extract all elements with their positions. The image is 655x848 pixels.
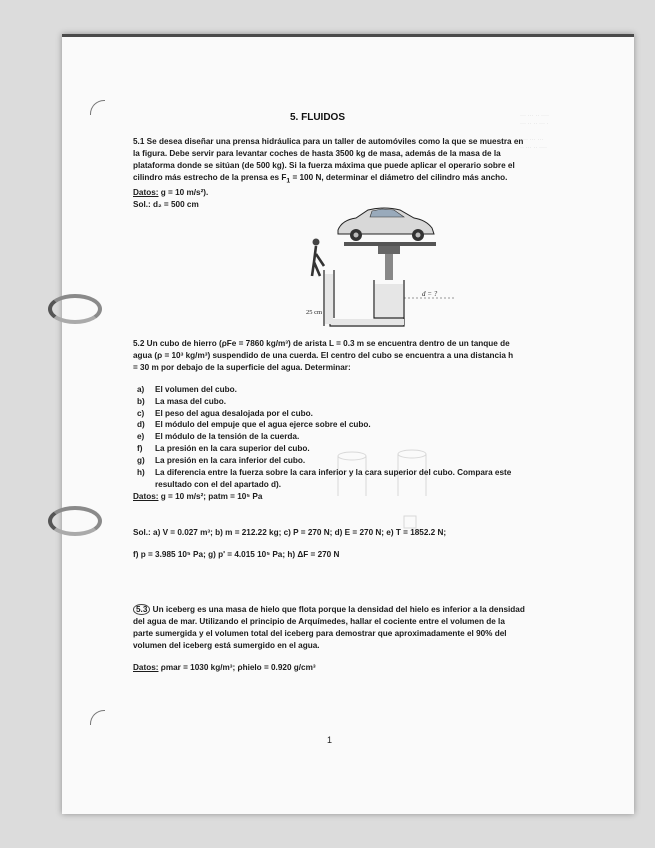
problem-text: Se desea diseñar una prensa hidráulica para un taller de automóviles como la que se muestra en la figura. Debe servir para levantar coches de hasta 3500 kg de masa, además de la masa de la plataforma donde se sitúan (de 500 kg). Si la fuerza máxima que puede aplicar el operario sobre el cilindro más estrecho de la prensa es F <box>133 137 524 182</box>
bleed-through-figure <box>332 446 442 536</box>
problem-text-line: parte sumergida y el volumen total del iceberg para demostrar que aproximadamente el 90% del <box>133 628 507 638</box>
question-list <box>133 384 525 491</box>
solution-line: f) p = 3.985 10⁵ Pa; g) p' = 4.015 10⁵ Pa; h) ΔF = 270 N <box>133 549 340 559</box>
label-d: d = ? <box>422 290 438 298</box>
datos-values: g = 10 m/s²; patm = 10⁵ Pa <box>158 491 263 501</box>
list-item: f) La presión en la cara superior del cubo. <box>137 444 310 454</box>
page-number: 1 <box>327 735 333 745</box>
problem-5-3 <box>133 604 531 674</box>
datos-values: g = 10 m/s²). <box>158 188 209 198</box>
problem-text-line: = 30 m por debajo de la superficie del agua. Determinar: <box>133 362 351 372</box>
problem-text-line: volumen del iceberg está sumergido en el agua. <box>133 640 320 650</box>
car-icon <box>338 208 434 241</box>
top-edge <box>62 34 634 37</box>
list-item: e) El módulo de la tensión de la cuerda. <box>137 432 300 442</box>
problem-text-line: Un cubo de hierro (ρFe = 7860 kg/m³) de arista L = 0.3 m se encuentra dentro de un tanque de <box>146 339 510 348</box>
problem-text-line: del agua de mar. Utilizando el principio de Arquímedes, hallar el cociente entre el volumen de la <box>133 616 505 626</box>
large-piston-head <box>378 246 400 254</box>
list-item: d) El módulo del empuje que el agua ejerce sobre el cubo. <box>137 420 371 430</box>
solution-line: Sol.: a) V = 0.027 m³; b) m = 212.22 kg; c) P = 270 N; d) E = 270 N; e) T = 1852.2 N; <box>133 527 447 537</box>
corner-mark <box>90 100 105 115</box>
solution: Sol.: d₂ = 500 cm <box>133 200 199 210</box>
problem-text-end: = 100 N, determinar el diámetro del cilindro más ancho. <box>290 172 508 182</box>
binder-ring <box>48 294 102 324</box>
problem-text-line: Un iceberg es una masa de hielo que flota porque la densidad del hielo es inferior a la densidad <box>152 605 525 614</box>
subscript: 1 <box>286 177 291 185</box>
list-item: c) El peso del agua desalojada por el cubo. <box>137 408 313 418</box>
problem-text-line: agua (ρ = 10³ kg/m³) suspendido de una cuerda. El centro del cubo se encuentra a una distancia h <box>133 350 514 360</box>
list-item: g) La presión en la cara inferior del cubo. <box>137 456 306 466</box>
platform <box>344 242 436 246</box>
list-item: b) La masa del cubo. <box>137 396 226 406</box>
corner-mark <box>90 710 105 725</box>
label-25cm: 25 cm <box>306 309 323 316</box>
page-title: 5. FLUIDOS <box>290 112 346 123</box>
list-item: a) El volumen del cubo. <box>137 384 237 394</box>
binder-ring <box>48 506 102 536</box>
problem-number-circled: 5.3 <box>133 604 150 615</box>
bleed-through: ··· ··· ·· ···· ··· ·· ·· ··· · ···· ··· ··· ·· ··· ·· ···· <box>520 113 549 151</box>
problem-number: 5.2 <box>133 339 145 348</box>
datos-label: Datos: <box>133 491 159 501</box>
operator-figure <box>312 239 324 277</box>
piston-rod <box>385 254 393 280</box>
problem-5-2 <box>133 338 525 561</box>
datos-label: Datos: <box>133 188 159 198</box>
hydraulic-press-figure <box>294 200 454 330</box>
datos-label: Datos: <box>133 662 159 672</box>
list-item: h) La diferencia entre la fuerza sobre la cara inferior y la cara superior del cubo. Compara este resultado con el del apartado d). <box>137 468 512 489</box>
datos-values: ρmar = 1030 kg/m³; ρhielo = 0.920 g/cm³ <box>158 662 316 672</box>
problem-number: 5.1 <box>133 137 145 146</box>
